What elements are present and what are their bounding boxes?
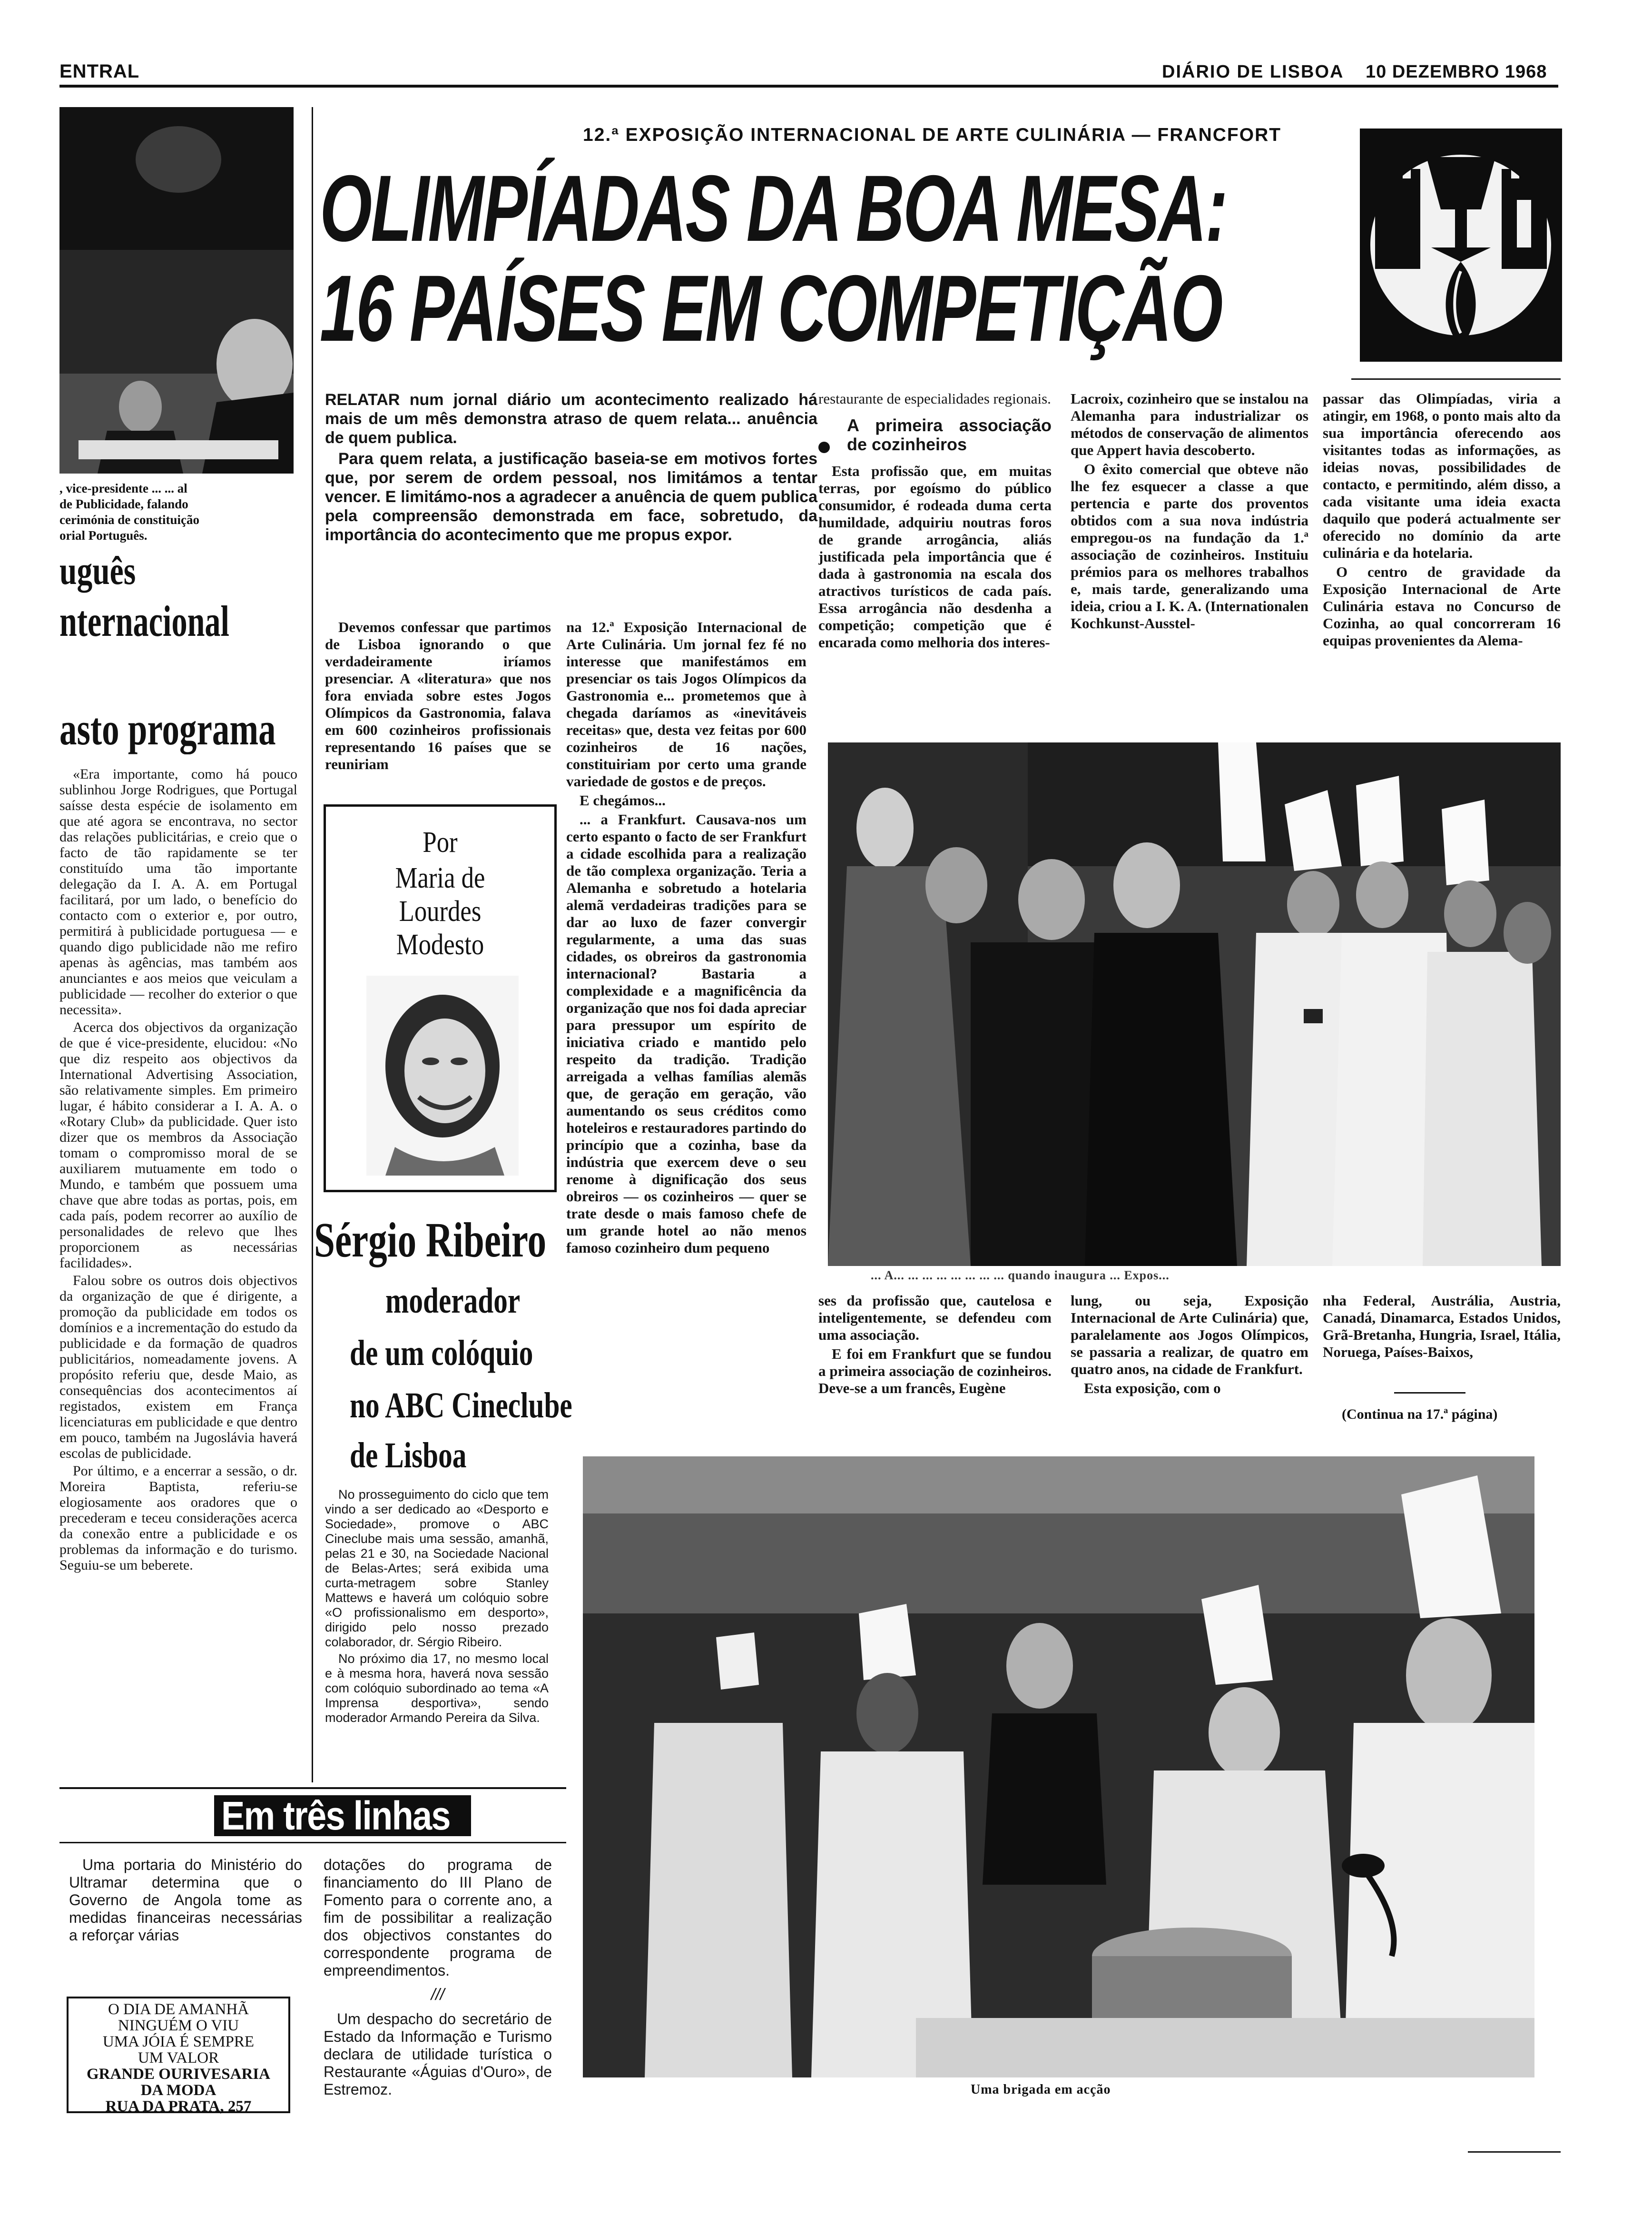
article-col-d bbox=[1071, 390, 1308, 728]
article-title-line-1: OLIMPÍADAS DA BOA MESA: bbox=[320, 156, 1227, 261]
brigade-photo-caption: Uma brigada em acção bbox=[971, 2082, 1111, 2097]
article-col-e bbox=[1323, 390, 1561, 728]
author-portrait bbox=[366, 976, 519, 1176]
tres-linhas-paragraph-2: dotações do programa de financiamento do III Plano de Fomento para o corrente ano, a fim de possibilitar a realização dos objectivos constantes do correspondente programa de empreendimentos. bbox=[324, 1856, 552, 1979]
cine-paragraph-2: No próximo dia 17, no mesmo local e à mesma hora, haverá nova sessão com colóquio subordinado ao tema «A Imprensa desportiva», sendo moderador Armando Pereira da Silva. bbox=[325, 1652, 549, 1725]
cine-paragraph-1: No prosseguimento do ciclo que tem vindo a ser dedicado ao «Desporto e Sociedade», promove o ABC Cineclube mais uma sessão, amanhã, pelas 21 e 30, na Sociedade Nacional de Belas-Artes; será exibida uma curta-metragem sobre Stanley Mattews e haverá um colóquio sobre «O profissionalismo em desporto», dirigido pelo nosso prezado colaborador, dr. Sérgio Ribeiro. bbox=[325, 1487, 549, 1649]
col-a-paragraph: Devemos confessar que partimos de Lisboa ignorando o que verdadeiramente iríamos presenciar. A «literatura» que nos fora enviada sobre estes Jogos Olímpicos da Gastronomia, falava em 600 cozinheiros profissionais representando 16 países que se reuniriam bbox=[325, 619, 551, 772]
left-paragraph-4: Por último, e a encerrar a sessão, o dr. Moreira Baptista, referiu-se elogiosamente aos oradores que o precederam e teceu considerações acerca da conexão entre a publicidade e os problemas da informação e do turismo. Seguiu-se um beberete. bbox=[59, 1463, 297, 1573]
exhibition-logo bbox=[1360, 129, 1562, 362]
ad-line-4: UM VALOR bbox=[138, 2049, 219, 2067]
chefs-photo-image bbox=[828, 742, 1561, 1266]
jewelry-ad bbox=[67, 1997, 290, 2113]
below-photo-col-c bbox=[818, 1292, 1052, 1399]
bottom-right-rule bbox=[1468, 2151, 1561, 2153]
below-d-paragraph-1: lung, ou seja, Exposição Internacional de Arte Culinária) que, paralelamente aos Jogos Olímpicos, se passaria a realizar, de quatro em quatro anos, na cidade de Frankfurt. bbox=[1071, 1292, 1308, 1377]
tres-linhas-bottom-rule bbox=[59, 1842, 566, 1843]
tres-linhas-separator: /// bbox=[431, 1986, 445, 2004]
article-col-a bbox=[325, 619, 551, 775]
cine-line-4: de Lisboa bbox=[350, 1435, 467, 1475]
left-photo-image bbox=[59, 107, 294, 474]
tres-linhas-paragraph-1: Uma portaria do Ministério do Ultramar determina que o Governo de Angola tome as medidas financeiras necessárias a reforçar várias bbox=[69, 1856, 302, 1944]
below-photo-col-d bbox=[1071, 1292, 1308, 1399]
cine-line-3: no ABC Cineclube bbox=[350, 1385, 572, 1425]
subhead-bullet-icon bbox=[818, 442, 830, 453]
left-photo-caption: , vice-presidente ... ... al de Publicidade, falando cerimónia de constituição orial Português. bbox=[59, 481, 199, 543]
subheading-association: A primeira associação de cozinheiros bbox=[847, 415, 1052, 454]
section-label: ENTRAL bbox=[59, 61, 140, 82]
left-paragraph-3: Falou sobre os outros dois objectivos da organização de que é dirigente, a promoção da publicidade em todos os domínios e a incrementação do estudo da publicidade e da formação de quadros publicitários, nomeadamente jovens. A propósito referiu que, desde Maio, as consequências dos acontecimentos aí registados, existem em França licenciaturas em publicidade e que dentro em pouco, também na Jugoslávia haverá escolas de publicidade. bbox=[59, 1273, 297, 1461]
article-col-b bbox=[566, 619, 806, 1399]
col-c-body: Esta profissão que, em muitas terras, por egoísmo do público consumidor, é rodeada duma certa humildade, adquiriu noutras foros de grande arrogância, aliás justificada pela importância que é dada à gastronomia na escala dos atractivos turísticos de cada país. Essa arrogância não desdenha a competição; competição que é encarada como melhoria dos interes- bbox=[818, 463, 1052, 651]
left-photo bbox=[59, 107, 294, 474]
brigade-photo-image bbox=[583, 1456, 1534, 2077]
chefs-photo-caption: ... A... ... ... ... ... ... ... ... quando inaugura ... Expos... bbox=[871, 1268, 1170, 1282]
col-e-paragraph-2: O centro de gravidade da Exposição Internacional de Arte Culinária estava no Concurso de Cozinha, ao qual concorreram 16 equipas provenientes da Alema- bbox=[1323, 564, 1561, 649]
col-d-paragraph-1: Lacroix, cozinheiro que se instalou na Alemanha para industrializar os métodos de conservação de alimentos que Appert havia descoberto. bbox=[1071, 390, 1308, 458]
left-heading-1: uguês bbox=[59, 549, 136, 593]
below-d-paragraph-2: Esta exposição, com o bbox=[1084, 1380, 1221, 1396]
cine-name: Sérgio Ribeiro bbox=[314, 1213, 547, 1267]
chefs-photo bbox=[828, 742, 1561, 1266]
header-rule bbox=[59, 85, 1558, 88]
below-e-paragraph: nha Federal, Austrália, Austria, Canadá, Dinamarca, Estados Unidos, Grã-Bretanha, Hungria, Israel, Itália, Noruega, Países-Baixos, bbox=[1323, 1292, 1561, 1360]
article-col-c bbox=[818, 390, 1052, 728]
continua-rule bbox=[1394, 1392, 1465, 1394]
article-kicker: 12.ª EXPOSIÇÃO INTERNACIONAL DE ARTE CULINÁRIA — FRANCFORT bbox=[583, 125, 1282, 145]
below-c-paragraph-2: E foi em Frankfurt que se fundou a primeira associação de cozinheiros. Deve-se a um francês, Eugène bbox=[818, 1345, 1052, 1396]
below-photo-col-e bbox=[1323, 1292, 1561, 1363]
col-c-top: restaurante de especialidades regionais. bbox=[818, 390, 1051, 407]
tres-linhas-title: Em três linhas bbox=[221, 1793, 450, 1838]
article-intro bbox=[325, 390, 817, 546]
col-b-paragraph-3: ... a Frankfurt. Causava-nos um certo espanto o facto de ser Frankfurt a cidade escolhida para a realização de tão complexa organização. Teria a Alemanha e sobretudo a hotelaria alemã verdadeiras tradições para se dar ao luxo de fazer convergir regularmente, a uma das suas cidades, os obreiros da gastronomia internacional? Bastaria a complexidade e a magnificência da organização que nos foi dada apreciar para pressupor um espírito de iniciativa criado e mantido pelo respeito da tradição. Tradição arreigada a velhas famílias alemãs que, de geração em geração, vão aumentando os seus créditos como hoteleiros e restauradores partindo do princípio que a cozinha, base da indústria que exercem deve o seu renome à dignificação dos seus obreiros — os cozinheiros — quer se trate desde o mais famoso chefe de um grande hotel ao não menos famoso cozinheiro dum pequeno bbox=[566, 811, 806, 1256]
col-b-paragraph-1: na 12.ª Exposição Internacional de Arte Culinária. Um jornal fez fé no interesse que manifestámos em presenciar os tais Jogos Olímpicos da Gastronomia e... prometemos que à chegada daríamos as «inevitáveis receitas» que, desta vez feitas por 600 cozinheiros de 16 nações, constituiriam por certo uma grande variedade de gostos e de preços. bbox=[566, 619, 806, 790]
col-b-paragraph-2: E chegámos... bbox=[580, 792, 666, 809]
cine-line-2: de um colóquio bbox=[350, 1333, 533, 1373]
article-title-line-2: 16 PAÍSES EM COMPETIÇÃO bbox=[320, 256, 1222, 361]
newspaper-name: DIÁRIO DE LISBOA bbox=[1162, 62, 1344, 82]
col-d-paragraph-2: O êxito comercial que obteve não lhe fez esquecer a classe a que pertencia e parte dos proventos obtidos com a sua nova indústria empregou-os na fundação da 1.ª associação de cozinheiros. Instituiu prémios para os melhores trabalhos e, mais tarde, generalizando uma ideia, criou a I. K. A. (Internationalen Kochkunst-Ausstel- bbox=[1071, 461, 1308, 632]
left-heading-3: asto programa bbox=[59, 703, 276, 754]
below-c-paragraph-1: ses da profissão que, cautelosa e inteligentemente, se defendeu com uma associação. bbox=[818, 1292, 1052, 1343]
tres-linhas-col-1 bbox=[69, 1856, 302, 1946]
ad-line-6: DA MODA bbox=[140, 2082, 216, 2099]
intro-paragraph-1: RELATAR num jornal diário um acontecimento realizado há mais de um mês demonstra atraso de quem relata... anuência de quem publica. bbox=[325, 391, 817, 447]
issue-date: 10 DEZEMBRO 1968 bbox=[1366, 62, 1547, 82]
brigade-photo bbox=[583, 1456, 1534, 2077]
tres-linhas-top-rule bbox=[59, 1787, 566, 1789]
intro-paragraph-2: Para quem relata, a justificação baseia-se em motivos fortes que, por serem de ordem pessoal, nos limitámos a tentar vencer. E limitámo-nos a agradecer a anuência de quem publica pela compreensão demonstrada em face, sobretudo, da importância do acontecimento que me propus expor. bbox=[325, 450, 817, 544]
byline-por: Por bbox=[423, 826, 458, 859]
tres-linhas-col-2 bbox=[324, 1856, 552, 2100]
left-body bbox=[59, 766, 297, 1778]
ad-line-1: O DIA DE AMANHÃ bbox=[108, 2001, 249, 2018]
ad-line-3: UMA JÓIA É SEMPRE bbox=[102, 2033, 255, 2050]
ad-line-2: NINGUÉM O VIU bbox=[118, 2017, 239, 2034]
byline-box bbox=[324, 804, 557, 1192]
col-e-paragraph-1: passar das Olimpíadas, viria a atingir, em 1968, o ponto mais alto da sua importância oferecendo aos visitantes todas as informações, as ideias novas, possibilidades de contacto, e permitindo, além disso, a cada visitante uma ideia exacta daquilo que poderá actualmente ser oferecido no domínio da arte culinária e da hotelaria. bbox=[1323, 390, 1561, 561]
left-heading-2: nternacional bbox=[59, 597, 229, 645]
cine-body bbox=[325, 1487, 549, 1727]
continued-note: (Continua na 17.ª página) bbox=[1342, 1406, 1498, 1422]
left-column-rule bbox=[312, 107, 313, 1782]
ad-line-7: RUA DA PRATA, 257 bbox=[105, 2098, 252, 2115]
left-paragraph-2: Acerca dos objectivos da organização de que é vice-presidente, elucidou: «No que diz respeito aos objectivos da International Advertising Association, são relativamente simples. Em primeiro lugar, é hábito considerar a I. A. A. o «Rotary Club» da publicidade. Quer isto dizer que os membros da Associação tomam o compromisso moral de se auxiliarem mutuamente em todo o Mundo, e também que possuem uma chave que abre todas as portas, pois, em cada país, podem recorrer ao auxílio de personalidades de relevo que lhes proporcionem as necessárias facilidades». bbox=[59, 1019, 297, 1271]
ad-line-5: GRANDE OURIVESARIA bbox=[87, 2066, 270, 2083]
chalice-emblem-icon bbox=[1360, 129, 1562, 362]
cine-line-1: moderador bbox=[385, 1281, 521, 1321]
byline-author: Maria de Lourdes Modesto bbox=[395, 862, 485, 961]
left-paragraph-1: «Era importante, como há pouco sublinhou Jorge Rodrigues, que Portugal saísse desta espécie de isolamento em que até agora se encontrava, no sector das relações publicitárias, e creio que o facto de tão rapidamente se ter constituído uma tão importante delegação da I. A. A. em Portugal facilitará, por um lado, o benefício do contacto com o exterior e, por outro, permitirá à publicidade portuguesa — e quando digo publicidade não me refiro apenas às agências, mas também aos anunciantes e aos meios que veiculam a publicidade — recolher do exterior o que necessita». bbox=[59, 766, 297, 1018]
tres-linhas-paragraph-3: Um despacho do secretário de Estado da Informação e Turismo declara de utilidade turística o Restaurante «Águias d'Ouro», de Estremoz. bbox=[324, 2010, 552, 2098]
logo-rule bbox=[1351, 378, 1561, 380]
